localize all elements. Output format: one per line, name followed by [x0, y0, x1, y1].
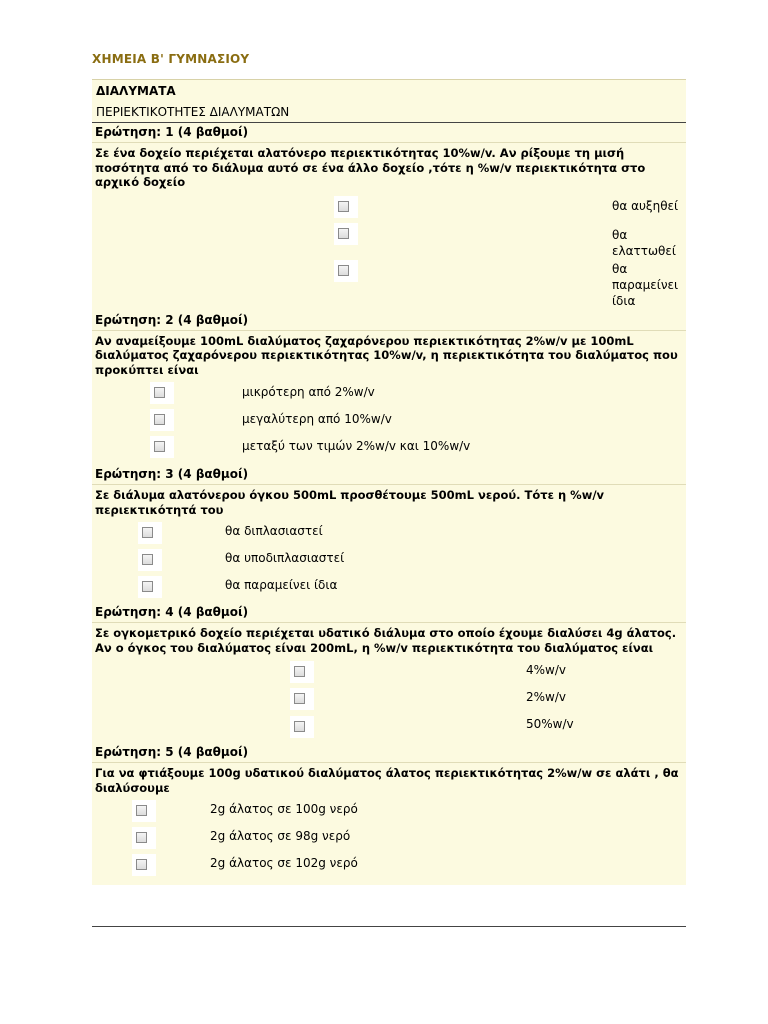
option-label: 4%w/v	[526, 663, 566, 677]
checkbox-frame	[334, 196, 358, 218]
option-list	[92, 797, 686, 885]
section-subtitle: ΠΕΡΙΕΚΤΙΚΟΤΗΤΕΣ ΔΙΑΛΥΜΑΤΩΝ	[96, 105, 290, 119]
checkbox-frame	[132, 854, 156, 876]
option-checkbox[interactable]	[142, 554, 153, 565]
option-label: θα υποδιπλασιαστεί	[225, 551, 345, 565]
option-checkbox[interactable]	[294, 721, 305, 732]
question-header: Ερώτηση: 2 (4 βαθμοί)	[92, 311, 686, 331]
checkbox-frame	[138, 576, 162, 598]
option-label: θα αυξηθεί	[612, 198, 679, 213]
question-text: Για να φτιάξουμε 100g υδατικού διαλύματος άλατος περιεκτικότητας 2%w/w σε αλάτι , θα διαλύσουμε	[92, 763, 686, 797]
option-checkbox[interactable]	[294, 693, 305, 704]
checkbox-frame	[138, 522, 162, 544]
option-list	[92, 379, 686, 465]
question-text: Σε ογκομετρικό δοχείο περιέχεται υδατικό διάλυμα στο οποίο έχουμε διαλύσει 4g άλατος. Αν ο όγκος του διαλύματος είναι 200mL, η %w/v περιεκτικότητα του διαλύματος είναι	[92, 623, 686, 657]
checkbox-frame	[334, 223, 358, 245]
option-checkbox[interactable]	[142, 527, 153, 538]
option-label: 50%w/v	[526, 717, 574, 731]
option-checkbox[interactable]	[294, 666, 305, 677]
checkbox-frame	[150, 436, 174, 458]
question-header: Ερώτηση: 3 (4 βαθμοί)	[92, 465, 686, 485]
question-header: Ερώτηση: 5 (4 βαθμοί)	[92, 743, 686, 763]
option-list	[92, 519, 686, 603]
option-label: 2g άλατος σε 100g νερό	[210, 802, 358, 816]
page-title: ΧΗΜΕΙΑ Β' ΓΥΜΝΑΣΙΟΥ	[92, 52, 250, 66]
option-checkbox[interactable]	[338, 228, 349, 239]
checkbox-frame	[290, 661, 314, 683]
checkbox-frame	[132, 800, 156, 822]
option-checkbox[interactable]	[142, 581, 153, 592]
option-label: 2%w/v	[526, 690, 566, 704]
option-label: θα διπλασιαστεί	[225, 524, 323, 538]
question-5	[92, 743, 686, 885]
checkbox-frame	[150, 382, 174, 404]
checkbox-frame	[150, 409, 174, 431]
option-label: μικρότερη από 2%w/v	[242, 385, 375, 399]
checkbox-frame	[290, 688, 314, 710]
section-title: ΔΙΑΛΥΜΑΤΑ	[96, 84, 176, 98]
question-text: Σε διάλυμα αλατόνερου όγκου 500mL προσθέτουμε 500mL νερού. Τότε η %w/v περιεκτικότητά του	[92, 485, 686, 519]
option-checkbox[interactable]	[136, 859, 147, 870]
bottom-divider	[92, 926, 686, 927]
option-checkbox[interactable]	[154, 414, 165, 425]
question-text: Αν αναμείξουμε 100mL διαλύματος ζαχαρόνερου περιεκτικότητας 2%w/v με 100mL διαλύματος ζαχαρόνερου περιεκτικότητας 10%w/v, η περιεκτικότητα του διαλύματος που προκύπτει είναι	[92, 331, 686, 380]
checkbox-frame	[290, 716, 314, 738]
option-label: 2g άλατος σε 102g νερό	[210, 856, 358, 870]
option-label: θα παραμείνει ίδια	[225, 578, 338, 592]
question-4	[92, 603, 686, 743]
question-text: Σε ένα δοχείο περιέχεται αλατόνερο περιεκτικότητας 10%w/v. Αν ρίξουμε τη μισή ποσότητα από το διάλυμα αυτό σε ένα άλλο δοχείο ,τότε η %w/v περιεκτικότητα στο αρχικό δοχείο	[92, 143, 686, 192]
checkbox-frame	[132, 827, 156, 849]
option-label: μεγαλύτερη από 10%w/v	[242, 412, 392, 426]
option-list	[92, 657, 686, 743]
section-header	[92, 79, 686, 123]
question-2	[92, 311, 686, 466]
option-label: θα παραμείνει ίδια	[612, 261, 679, 308]
question-header: Ερώτηση: 1 (4 βαθμοί)	[92, 123, 686, 143]
option-checkbox[interactable]	[154, 387, 165, 398]
option-checkbox[interactable]	[136, 832, 147, 843]
question-3	[92, 465, 686, 603]
option-label: μεταξύ των τιμών 2%w/v και 10%w/v	[242, 439, 471, 453]
option-list	[92, 192, 686, 311]
option-label: θα ελαττωθεί	[612, 227, 676, 258]
option-checkbox[interactable]	[154, 441, 165, 452]
checkbox-frame	[334, 260, 358, 282]
option-checkbox[interactable]	[338, 201, 349, 212]
option-checkbox[interactable]	[338, 265, 349, 276]
option-checkbox[interactable]	[136, 805, 147, 816]
question-1	[92, 123, 686, 311]
option-label: 2g άλατος σε 98g νερό	[210, 829, 351, 843]
question-header: Ερώτηση: 4 (4 βαθμοί)	[92, 603, 686, 623]
checkbox-frame	[138, 549, 162, 571]
quiz-form	[92, 79, 686, 885]
